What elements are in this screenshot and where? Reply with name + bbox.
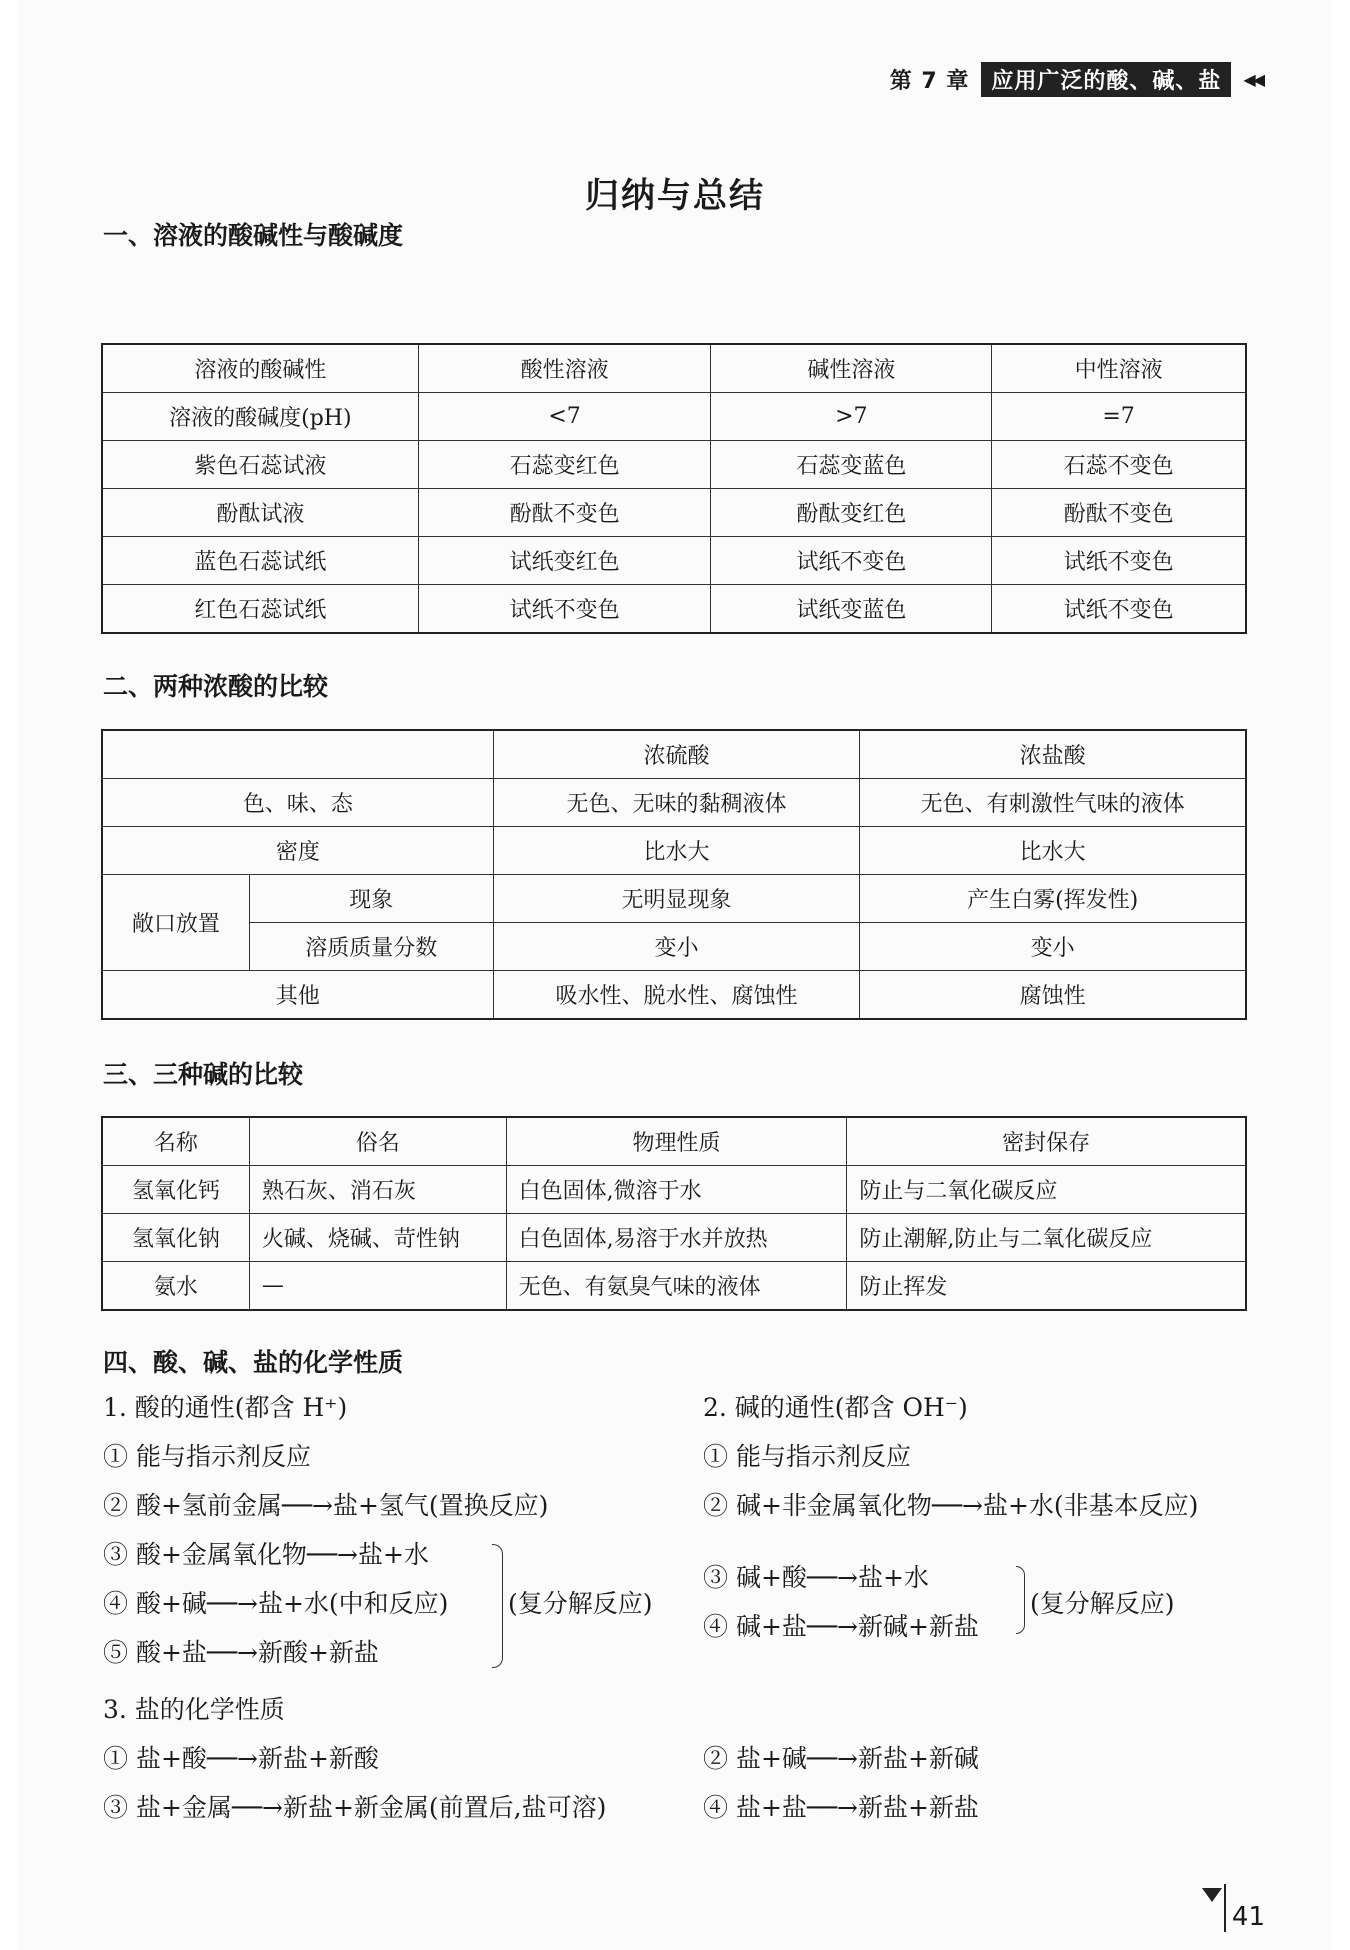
salt-properties-list [103,1685,606,1832]
table-cell: 氨水 [103,1262,250,1310]
double-arrow-left-icon: ◀◀ [1243,70,1262,89]
table-cell: 吸水性、脱水性、腐蚀性 [493,971,860,1019]
table-row [103,441,1246,489]
table-cell: 密封保存 [847,1118,1246,1166]
table-row [103,393,1246,441]
table-cell: 浓硫酸 [493,731,860,779]
table-cell: 酚酞变红色 [711,489,992,537]
table-cell: 现象 [249,875,493,923]
table-cell: 密度 [103,827,494,875]
table-cell: 变小 [493,923,860,971]
acidity-table [102,344,1246,633]
table-cell: 试纸不变色 [711,537,992,585]
table-row [103,923,1246,971]
section-heading-2: 二、两种浓酸的比较 [103,672,329,701]
table-row [103,345,1246,393]
list-item: ① 盐+酸──→新盐+新酸 [103,1744,379,1773]
base-brace-label: (复分解反应) [1030,1589,1175,1618]
table-cell: 试纸不变色 [992,585,1246,633]
list-item: ② 盐+碱──→新盐+新碱 [703,1744,979,1773]
table-cell: 无色、有氨臭气味的液体 [506,1262,847,1310]
table-row [103,1214,1246,1262]
list-item: ④ 盐+盐──→新盐+新盐 [703,1793,979,1822]
table-cell: 酚酞不变色 [992,489,1246,537]
list-item: ② 碱+非金属氧化物──→盐+水(非基本反应) [703,1491,1199,1520]
table-cell: 石蕊变红色 [418,441,711,489]
chapter-header [890,62,1262,97]
acid-brace-label: (复分解反应) [508,1589,653,1618]
table-row [103,827,1246,875]
table-cell: 防止与二氧化碳反应 [847,1166,1246,1214]
table-cell: 酚酞试液 [103,489,419,537]
page-number: 41 [1231,1902,1265,1932]
base-comparison-table [102,1117,1246,1310]
table-cell-empty [103,731,494,779]
salt-properties-list-2 [703,1734,979,1832]
table-cell: 氢氧化钙 [103,1166,250,1214]
table-row [103,875,1246,923]
table-cell: 名称 [103,1118,250,1166]
table-cell: 色、味、态 [103,779,494,827]
table-cell: 氢氧化钠 [103,1214,250,1262]
list-item: ① 能与指示剂反应 [703,1442,911,1471]
acid-properties-list [103,1383,548,1677]
triangle-down-icon [1202,1888,1222,1902]
table-cell: 变小 [860,923,1246,971]
table-row [103,1118,1246,1166]
section-heading-4: 四、酸、碱、盐的化学性质 [103,1348,404,1377]
table-cell: 溶质质量分数 [249,923,493,971]
table-cell: 中性溶液 [992,345,1246,393]
list-item: ④ 碱+盐──→新碱+新盐 [703,1612,979,1641]
table-cell: =7 [992,393,1246,441]
table-cell: 无色、有刺激性气味的液体 [860,779,1246,827]
list-item: ⑤ 酸+盐──→新酸+新盐 [103,1638,379,1667]
table-row [103,537,1246,585]
table-cell: 防止潮解,防止与二氧化碳反应 [847,1214,1246,1262]
table-cell: <7 [418,393,711,441]
table-cell: 酚酞不变色 [418,489,711,537]
table-cell: 白色固体,微溶于水 [506,1166,847,1214]
table-cell: 石蕊变蓝色 [711,441,992,489]
table-cell: — [249,1262,506,1310]
table-cell: 碱性溶液 [711,345,992,393]
page-number-box [1202,1884,1265,1932]
salt-title: 3. 盐的化学性质 [103,1695,285,1724]
page-title: 归纳与总结 [585,176,765,216]
table-cell: 试纸不变色 [992,537,1246,585]
table-cell: 比水大 [493,827,860,875]
acid-title: 1. 酸的通性(都含 H⁺) [103,1393,348,1422]
list-item: ① 能与指示剂反应 [103,1442,311,1471]
list-item: ③ 碱+酸──→盐+水 [703,1563,929,1592]
table-cell: 白色固体,易溶于水并放热 [506,1214,847,1262]
table-cell: 腐蚀性 [860,971,1246,1019]
table-cell: 试纸变蓝色 [711,585,992,633]
table-cell: 火碱、烧碱、苛性钠 [249,1214,506,1262]
brace-base [1016,1566,1025,1634]
chapter-name: 应用广泛的酸、碱、盐 [981,62,1231,97]
table-cell: 无色、无味的黏稠液体 [493,779,860,827]
chapter-number: 第 7 章 [889,69,970,94]
base-properties-list [703,1383,1198,1530]
table-row [103,731,1246,779]
list-item: ③ 盐+金属──→新盐+新金属(前置后,盐可溶) [103,1793,607,1822]
table-cell: 紫色石蕊试液 [103,441,419,489]
table-cell: 无明显现象 [493,875,860,923]
table-row [103,1166,1246,1214]
table-cell: 酸性溶液 [418,345,711,393]
table-row [103,779,1246,827]
section-heading-3: 三、三种碱的比较 [103,1060,304,1089]
table-cell: 溶液的酸碱性 [103,345,419,393]
base-properties-list-2 [703,1554,979,1652]
table-cell: 浓盐酸 [860,731,1246,779]
table-cell: >7 [711,393,992,441]
table-cell: 试纸变红色 [418,537,711,585]
brace-acid [492,1544,503,1668]
table-cell: 蓝色石蕊试纸 [103,537,419,585]
table-cell: 敞口放置 [103,875,250,971]
divider [1224,1884,1226,1932]
table-cell: 红色石蕊试纸 [103,585,419,633]
table-cell: 产生白雾(挥发性) [860,875,1246,923]
section-heading-1: 一、溶液的酸碱性与酸碱度 [103,221,404,250]
table-row [103,489,1246,537]
table-cell: 石蕊不变色 [992,441,1246,489]
list-item: ② 酸+氢前金属──→盐+氢气(置换反应) [103,1491,549,1520]
table-cell: 其他 [103,971,494,1019]
base-title: 2. 碱的通性(都含 OH⁻) [703,1393,968,1422]
table-cell: 物理性质 [506,1118,847,1166]
table-cell: 试纸不变色 [418,585,711,633]
table-cell: 俗名 [249,1118,506,1166]
table-cell: 熟石灰、消石灰 [249,1166,506,1214]
concentrated-acid-table [102,730,1246,1019]
table-cell: 防止挥发 [847,1262,1246,1310]
table-cell: 比水大 [860,827,1246,875]
table-row [103,585,1246,633]
list-item: ③ 酸+金属氧化物──→盐+水 [103,1540,429,1569]
list-item: ④ 酸+碱──→盐+水(中和反应) [103,1589,449,1618]
table-row [103,1262,1246,1310]
table-cell: 溶液的酸碱度(pH) [103,393,419,441]
table-row [103,971,1246,1019]
